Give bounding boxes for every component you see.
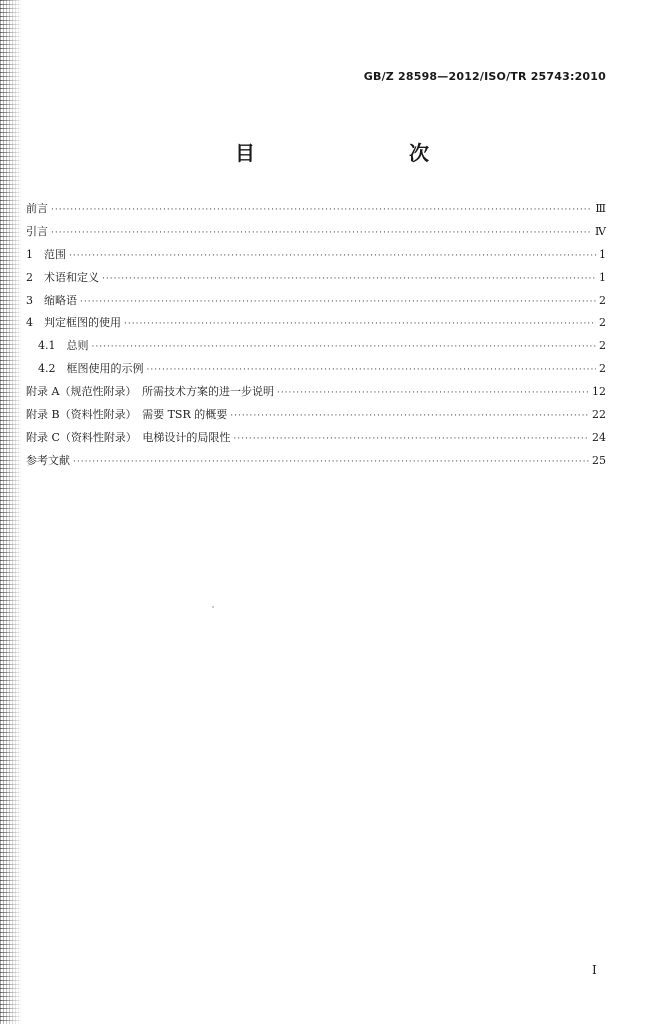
toc-entry-bibliography[interactable] xyxy=(26,450,606,473)
toc-leader-dots xyxy=(147,359,597,382)
toc-entry-page: 1 xyxy=(599,270,606,284)
toc-leader-dots xyxy=(230,405,589,428)
toc-entry-page: Ⅲ xyxy=(595,202,606,215)
toc-leader-dots xyxy=(80,291,596,314)
toc-entry-annex-a[interactable] xyxy=(26,381,606,404)
toc-entry-label: 引言 xyxy=(26,224,48,238)
toc-entry-label: 4.1 总则 xyxy=(38,339,89,353)
toc-entry-abbreviations[interactable] xyxy=(26,290,606,313)
toc-entry-label: 3 缩略语 xyxy=(26,293,77,307)
toc-entry-page: Ⅳ xyxy=(595,224,606,238)
toc-entry-label: 4 判定框图的使用 xyxy=(26,316,121,330)
toc-entry-label: 4.2 框图使用的示例 xyxy=(38,362,144,376)
standard-number-header: GB/Z 28598—2012/ISO/TR 25743:2010 xyxy=(363,70,606,83)
toc-entry-annex-b[interactable] xyxy=(26,404,606,427)
toc-entry-scope[interactable] xyxy=(26,244,606,267)
toc-entry-label: 附录 A（规范性附录） 所需技术方案的进一步说明 xyxy=(26,385,274,399)
toc-entry-decision-diagram[interactable] xyxy=(26,312,606,335)
toc-entry-page: 12 xyxy=(592,385,606,399)
toc-entry-general[interactable] xyxy=(26,335,606,358)
toc-leader-dots xyxy=(102,268,596,291)
toc-entry-label: 前言 xyxy=(26,202,48,215)
toc-entry-page: 24 xyxy=(592,430,606,444)
toc-entry-label: 2 术语和定义 xyxy=(26,270,99,284)
toc-entry-annex-c[interactable] xyxy=(26,427,606,450)
table-of-contents xyxy=(26,198,606,473)
toc-leader-dots xyxy=(73,451,589,474)
toc-entry-page: 25 xyxy=(592,453,606,467)
toc-entry-label: 参考文献 xyxy=(26,453,70,467)
toc-leader-dots xyxy=(92,336,597,359)
toc-entry-foreword[interactable] xyxy=(26,198,606,221)
toc-entry-page: 1 xyxy=(599,247,606,261)
toc-leader-dots xyxy=(233,428,589,451)
toc-leader-dots xyxy=(51,222,592,245)
toc-entry-diagram-examples[interactable] xyxy=(26,358,606,381)
toc-leader-dots xyxy=(69,245,596,268)
toc-leader-dots xyxy=(277,382,589,405)
page-title: 目 次 xyxy=(235,141,467,165)
toc-leader-dots xyxy=(51,199,592,222)
toc-entry-page: 2 xyxy=(599,339,606,353)
toc-entry-page: 2 xyxy=(599,362,606,376)
toc-entry-page: 2 xyxy=(599,316,606,330)
toc-leader-dots xyxy=(124,313,596,336)
toc-entry-terms[interactable] xyxy=(26,267,606,290)
scan-speck xyxy=(212,606,214,608)
toc-entry-page: 2 xyxy=(599,293,606,307)
toc-entry-introduction[interactable] xyxy=(26,221,606,244)
toc-entry-label: 1 范围 xyxy=(26,247,66,261)
toc-entry-label: 附录 B（资料性附录） 需要 TSR 的概要 xyxy=(26,408,228,422)
page-number: Ⅰ xyxy=(592,963,597,977)
toc-entry-label: 附录 C（资料性附录） 电梯设计的局限性 xyxy=(26,430,231,444)
toc-entry-page: 22 xyxy=(592,408,606,422)
